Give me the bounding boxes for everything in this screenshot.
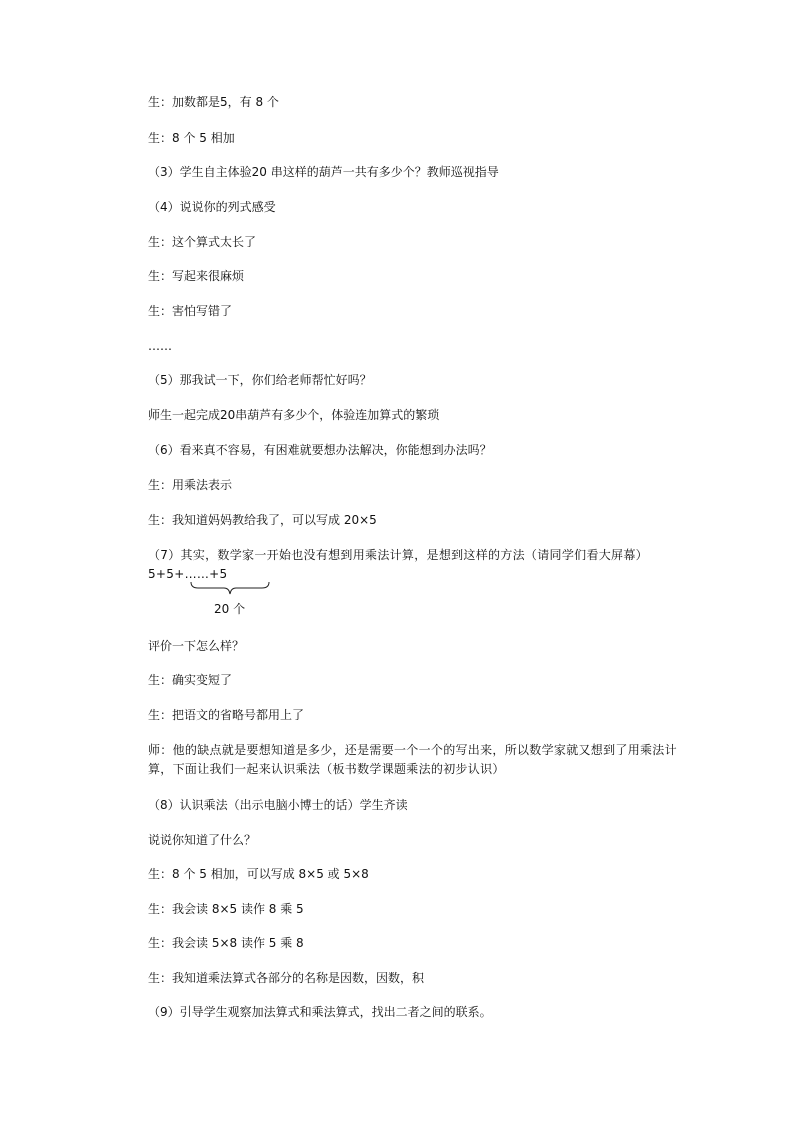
text-line: （8）认识乘法（出示电脑小博士的话）学生齐读 [148,798,408,812]
text-line: （4）说说你的列式感受 [148,200,276,214]
text-line: 生：我知道妈妈教给我了，可以写成 20×5 [148,513,377,527]
underbrace-icon [190,581,270,595]
text-line: 师生一起完成20串葫芦有多少个，体验连加算式的繁琐 [148,408,440,422]
text-line: 评价一下怎么样？ [148,639,245,653]
text-line: （9）引导学生观察加法算式和乘法算式，找出二者之间的联系。 [148,1005,492,1019]
text-paragraph: （7）其实，数学家一开始也没有想到用乘法计算，是想到这样的方法（请同学们看大屏幕）5+5+……+5 [148,548,648,581]
text-line: 生：我会读 8×5 读作 8 乘 5 [148,902,304,916]
text-line: 生：害怕写错了 [148,304,233,318]
text-line: 生：写起来很麻烦 [148,269,245,283]
text-line: 生：把语文的省略号都用上了 [148,708,305,722]
text-line: 生：我会读 5×8 读作 5 乘 8 [148,936,304,950]
text-line: 生：我知道乘法算式各部分的名称是因数，因数，积 [148,971,425,985]
text-line: 生：这个算式太长了 [148,235,257,249]
brace-label: 20 个 [214,602,246,616]
text-line: 生：8 个 5 相加，可以写成 8×5 或 5×8 [148,867,369,881]
ellipsis: …… [148,339,172,353]
text-line: 生：确实变短了 [148,673,233,687]
text-line: 说说你知道了什么？ [148,833,257,847]
text-line: （5）那我试一下，你们给老师帮忙好吗？ [148,373,372,387]
text-line: （3）学生自主体验20 串这样的葫芦一共有多少个？教师巡视指导 [148,165,499,179]
text-line: 生：8 个 5 相加 [148,131,235,145]
text-paragraph: 师：他的缺点就是要想知道是多少，还是需要一个一个的写出来，所以数学家就又想到了用乘法计算，下面让我们一起来认识乘法（板书数学课题乘法的初步认识） [148,743,677,776]
text-line: 生：用乘法表示 [148,478,233,492]
text-line: （6）看来真不容易，有困难就要想办法解决，你能想到办法吗？ [148,443,492,457]
text-line: 生：加数都是5，有 8 个 [148,95,279,109]
